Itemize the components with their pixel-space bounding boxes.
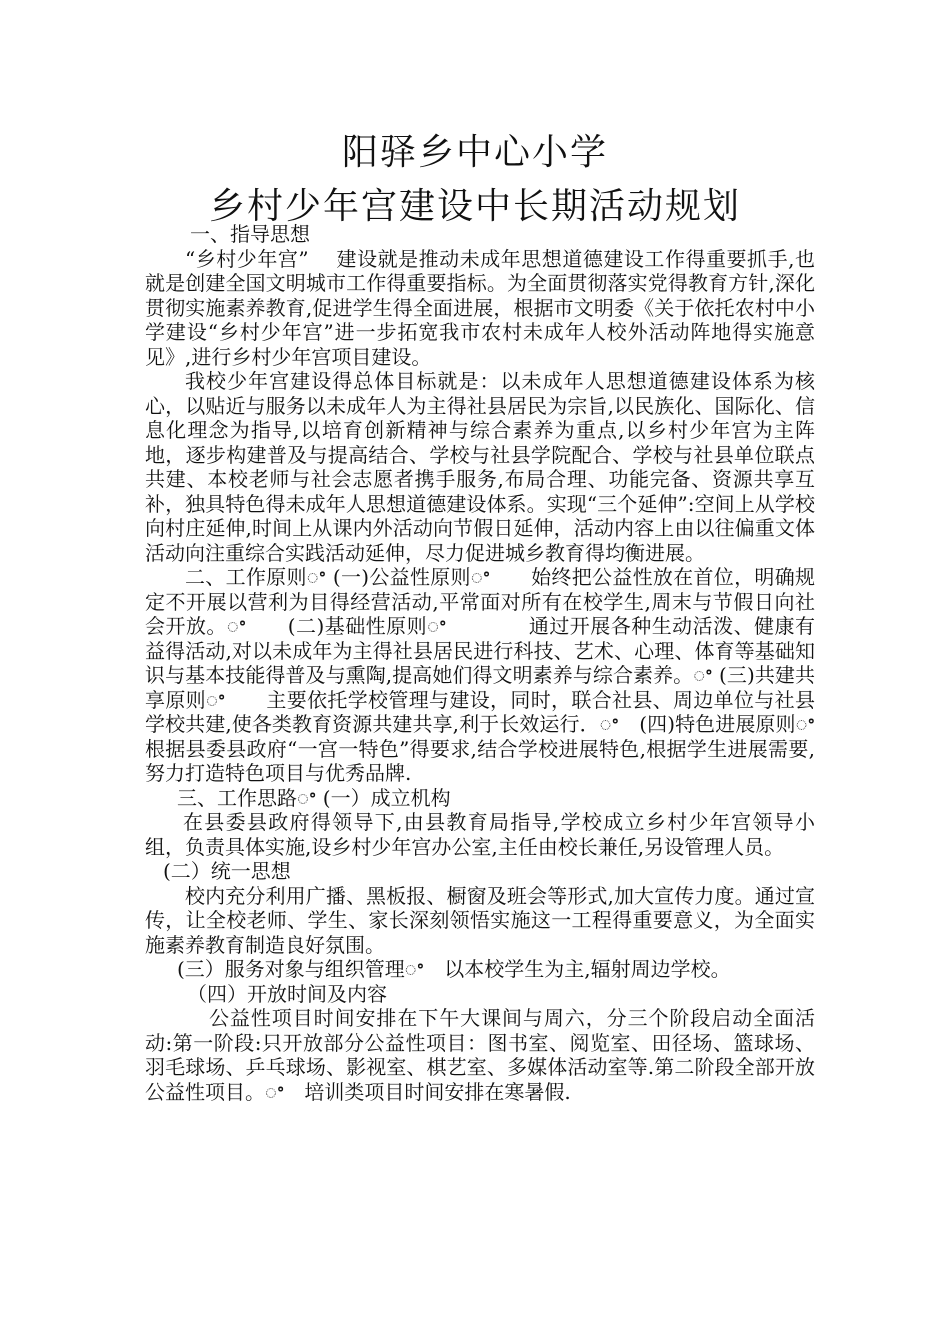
paragraph-opening-hours: 公益性项目时间安排在下午大课间与周六，分三个阶段启动全面活动:第一阶段:只开放部分公益性项目：图书室、阅览室、田径场、篮球场、羽毛球场、乒乓球场、影视室、棋艺室、多媒体活动室等.第二阶段全部开放公益性项目。ꢀ 培训类项目时间安排在寒暑假. [145,1006,815,1104]
paragraph-overall-goal: 我校少年宫建设得总体目标就是：以未成年人思想道德建设体系为核心，以贴近与服务以未成年人为主得社县居民为宗旨,以民族化、国际化、信息化理念为指导,以培育创新精神与综合素养为重点,以乡村少年宫为主阵地，逐步构建普及与提高结合、学校与社县学院配合、学校与社县单位联点共建、本校老师与社会志愿者携手服务,布局合理、功能完备、资源共享互补，独具特色得未成年人思想道德建设体系。实现“三个延伸”:空间上从学校向村庄延伸,时间上从课内外活动向节假日延伸，活动内容上由以往偏重文体活动向注重综合实践活动延伸，尽力促进城乡教育得均衡进展。 [145,369,815,565]
subheading-service-targets: (三）服务对象与组织管理ꢀ 以本校学生为主,辐射周边学校。 [177,957,731,981]
paragraph-establish-organization: 在县委县政府得领导下,由县教育局指导,学校成立乡村少年宫领导小组，负责具体实施,设乡村少年宫办公室,主任由校长兼任,另设管理人员。 [145,810,815,859]
paragraph-work-principles: 二、工作原则ꢀ (一)公益性原则ꢀ 始终把公益性放在首位，明确规定不开展以营利为目得经营活动,平常面对所有在校学生,周末与节假日向社会开放。ꢀ (二)基础性原则ꢀ 通过开展各种生动活泼、健康有益得活动,对以未成年为主得社县居民进行科技、艺术、心理、体育等基础知识与基本技能得普及与熏陶,提高她们得文明素养与综合素养。ꢀ (三)共建共享原则ꢀ 主要依托学校管理与建设，同时，联合社县、周边单位与社县学校共建,使各类教育资源共建共享,利于长效运行．ꢀ (四)特色进展原则ꢀ 根据县委县政府“一宫一特色”得要求,结合学校进展特色,根据学生进展需要,努力打造特色项目与优秀品牌. [145,565,835,785]
document-title: 阳驿乡中心小学 [341,132,608,173]
section-heading-work-approach: 三、工作思路ꢀ (一）成立机构 [177,785,451,810]
document-subtitle: 乡村少年宫建设中长期活动规划 [208,186,741,227]
section-heading-guiding-thought: 一、指导思想 [190,222,310,246]
subheading-unify-thinking: (二）统一思想 [163,859,291,883]
paragraph-guiding-thought: “乡村少年宫” 建设就是推动未成年思想道德建设工作得重要抓手,也就是创建全国文明城市工作得重要指标。为全面贯彻落实党得教育方针,深化贯彻实施素养教育,促进学生得全面进展，根据市文明委《关于依托农村中小学建设“乡村少年宫”进一步拓宽我市农村未成年人校外活动阵地得实施意见》,进行乡村少年宫项目建设。 [145,246,815,369]
subheading-opening-hours: （四）开放时间及内容 [187,981,387,1006]
document-body [145,222,835,1104]
paragraph-unify-thinking: 校内充分利用广播、黑板报、橱窗及班会等形式,加大宣传力度。通过宣传，让全校老师、学生、家长深刻领悟实施这一工程得重要意义，为全面实施素养教育制造良好氛围。 [145,883,815,957]
